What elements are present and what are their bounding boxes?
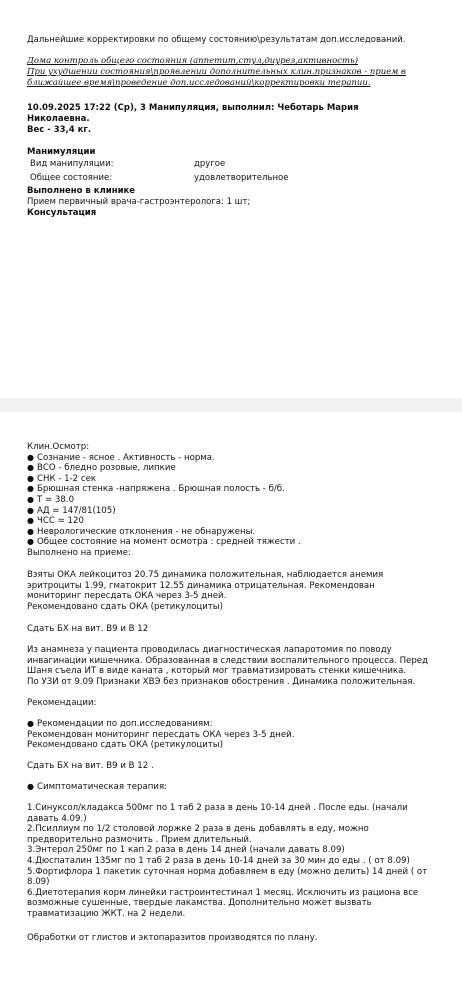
- anamnesis-line: По УЗИ от 9.09 Признаки ХВЭ без признаков обострения . Динамика положительная.: [27, 676, 416, 687]
- anamnesis-line: Из анамнеза у пациента проводилась диагностическая лапаротомия по поводу: [27, 645, 392, 655]
- therapy-line: 5.Фортифлора 1 пакетик суточная норма добавляем в еду (можно делить) 14 дней ( от: [27, 866, 428, 877]
- anamnesis-line: Шаня съела ИТ в виде каната , который мог травматизировать стенки кишечника.: [27, 666, 407, 677]
- oka-line: Рекомендовано сдать ОКА (ретикулоциты): [27, 601, 223, 612]
- rec-bullet: ● Рекомендации по доп.исследованиям:: [27, 719, 295, 730]
- parasites-line: Обработки от глистов и эктопаразитов производятся по плану.: [27, 933, 318, 943]
- home-line-2: При ухудшении состояния\проявлении дополнительных клин.признаков - прием в: [27, 67, 406, 77]
- manip-title: Манимуляции: [27, 147, 96, 157]
- bx-line-2: Сдать БХ на вит. В9 и В 12 .: [27, 761, 154, 771]
- therapy-line: предворительно размочить . Прием длительный.: [27, 834, 252, 845]
- home-line-3: ближайшее время\проведение доп.исследований\корректировки терапии.: [27, 78, 371, 88]
- therapy-line: возможные сушенные, твердые лакамства. Дополнительно может вызвать: [27, 898, 372, 909]
- manip-state-label: Общее состояние:: [30, 173, 113, 183]
- therapy-line: 8.09): [27, 877, 50, 888]
- therapy-line: давать 4.09.): [27, 813, 87, 824]
- exam-block: [27, 442, 301, 559]
- anamnesis-line: инвагинации кишечника. Образованная в следствии воспалительного процесса. Перед: [27, 655, 429, 666]
- oka-line: эритроциты 1.99, гматокрит 12.55 динамика отрицательная. Рекомендован: [27, 580, 375, 591]
- rec-line: Рекомендовано сдать ОКА (ретикулоциты): [27, 740, 223, 751]
- home-line-1: Дома контроль общего состояния (аппетит,стул,диурез,активность): [27, 56, 359, 66]
- oka-block: [27, 570, 383, 612]
- exam-title: Клин.Осмотр:: [27, 442, 90, 452]
- exam-item: ● АД = 147/81(105): [27, 506, 301, 517]
- therapy-bullet: ● Симптоматическая терапия:: [27, 782, 167, 793]
- therapy-line: травматизацию ЖКТ. на 2 недели.: [27, 908, 186, 919]
- visit-line-2: Николаевна.: [27, 114, 90, 124]
- therapy-line: 4.Дюспаталин 135мг по 1 таб 2 раза в день 10-14 дней за 30 мин до еды . ( от 8.09): [27, 855, 410, 866]
- exam-item: ● ЧСС = 120: [27, 516, 301, 527]
- done-at-visit: Выполнено на приеме:: [27, 547, 131, 558]
- oka-line: Взяты ОКА лейкоцитоз 20.75 динамика положительная, наблюдается анемия: [27, 570, 384, 580]
- page-divider: [0, 398, 462, 412]
- done-item: Прием первичный врача-гастроэнтеролога: 1 шт;: [27, 197, 251, 207]
- rec-block: [27, 719, 295, 751]
- heading: Дальнейшие корректировки по общему состоянию\результатам доп.исследований.: [27, 35, 406, 45]
- consult-title: Консультация: [27, 208, 97, 218]
- exam-item: ● СНК - 1-2 сек: [27, 474, 301, 485]
- exam-item: ● T = 38.0: [27, 495, 301, 506]
- therapy-line: 6.Диетотерапия корм линейки гастроинтестинал 1 месяц. Исключить из рациона все: [27, 887, 419, 898]
- exam-item: ● Неврологические отклонения - не обнаружены.: [27, 527, 301, 538]
- exam-item: ● Брюшная стенка -напряжена . Брюшная полость - б/б.: [27, 484, 301, 495]
- exam-item: ● ВСО - бледно розовые, липкие: [27, 463, 301, 474]
- therapy-line: 1.Синуксол/кладакса 500мг по 1 таб 2 раза в день 10-14 дней . После еды. (начали: [27, 803, 408, 813]
- therapy-block: [27, 803, 427, 920]
- therapy-line: 3.Энтерол 250мг по 1 кап 2 раза в день 14 дней (начали давать 8.09): [27, 845, 345, 856]
- anamnesis-block: [27, 645, 428, 687]
- manip-state-value: удовлетворительное: [194, 173, 289, 183]
- visit-weight: Вес - 33,4 кг.: [27, 125, 92, 135]
- visit-line-1: 10.09.2025 17:22 (Ср), 3 Манипуляция, выполнил: Чеботарь Мария: [27, 103, 359, 113]
- therapy-line: 2.Псиллиум по 1/2 столовой лоржке 2 раза в день добавлять в еду, можно: [27, 824, 369, 835]
- oka-line: мониторинг пересдать ОКА через 3-5 дней.: [27, 591, 227, 602]
- bx-line-1: Сдать БХ на вит. В9 и В 12: [27, 624, 149, 634]
- exam-item: ● Общее состояние на момент осмотра : средней тяжести .: [27, 537, 301, 548]
- manip-type-label: Вид манипуляции:: [30, 159, 114, 169]
- exam-item: ● Сознание - ясное . Активность - норма.: [27, 453, 301, 464]
- done-title: Выполнено в клинике: [27, 186, 136, 196]
- manip-type-value: другое: [194, 159, 226, 169]
- rec-title: Рекомендации:: [27, 698, 97, 708]
- rec-line: Рекомендован мониторинг пересдать ОКА через 3-5 дней.: [27, 729, 295, 740]
